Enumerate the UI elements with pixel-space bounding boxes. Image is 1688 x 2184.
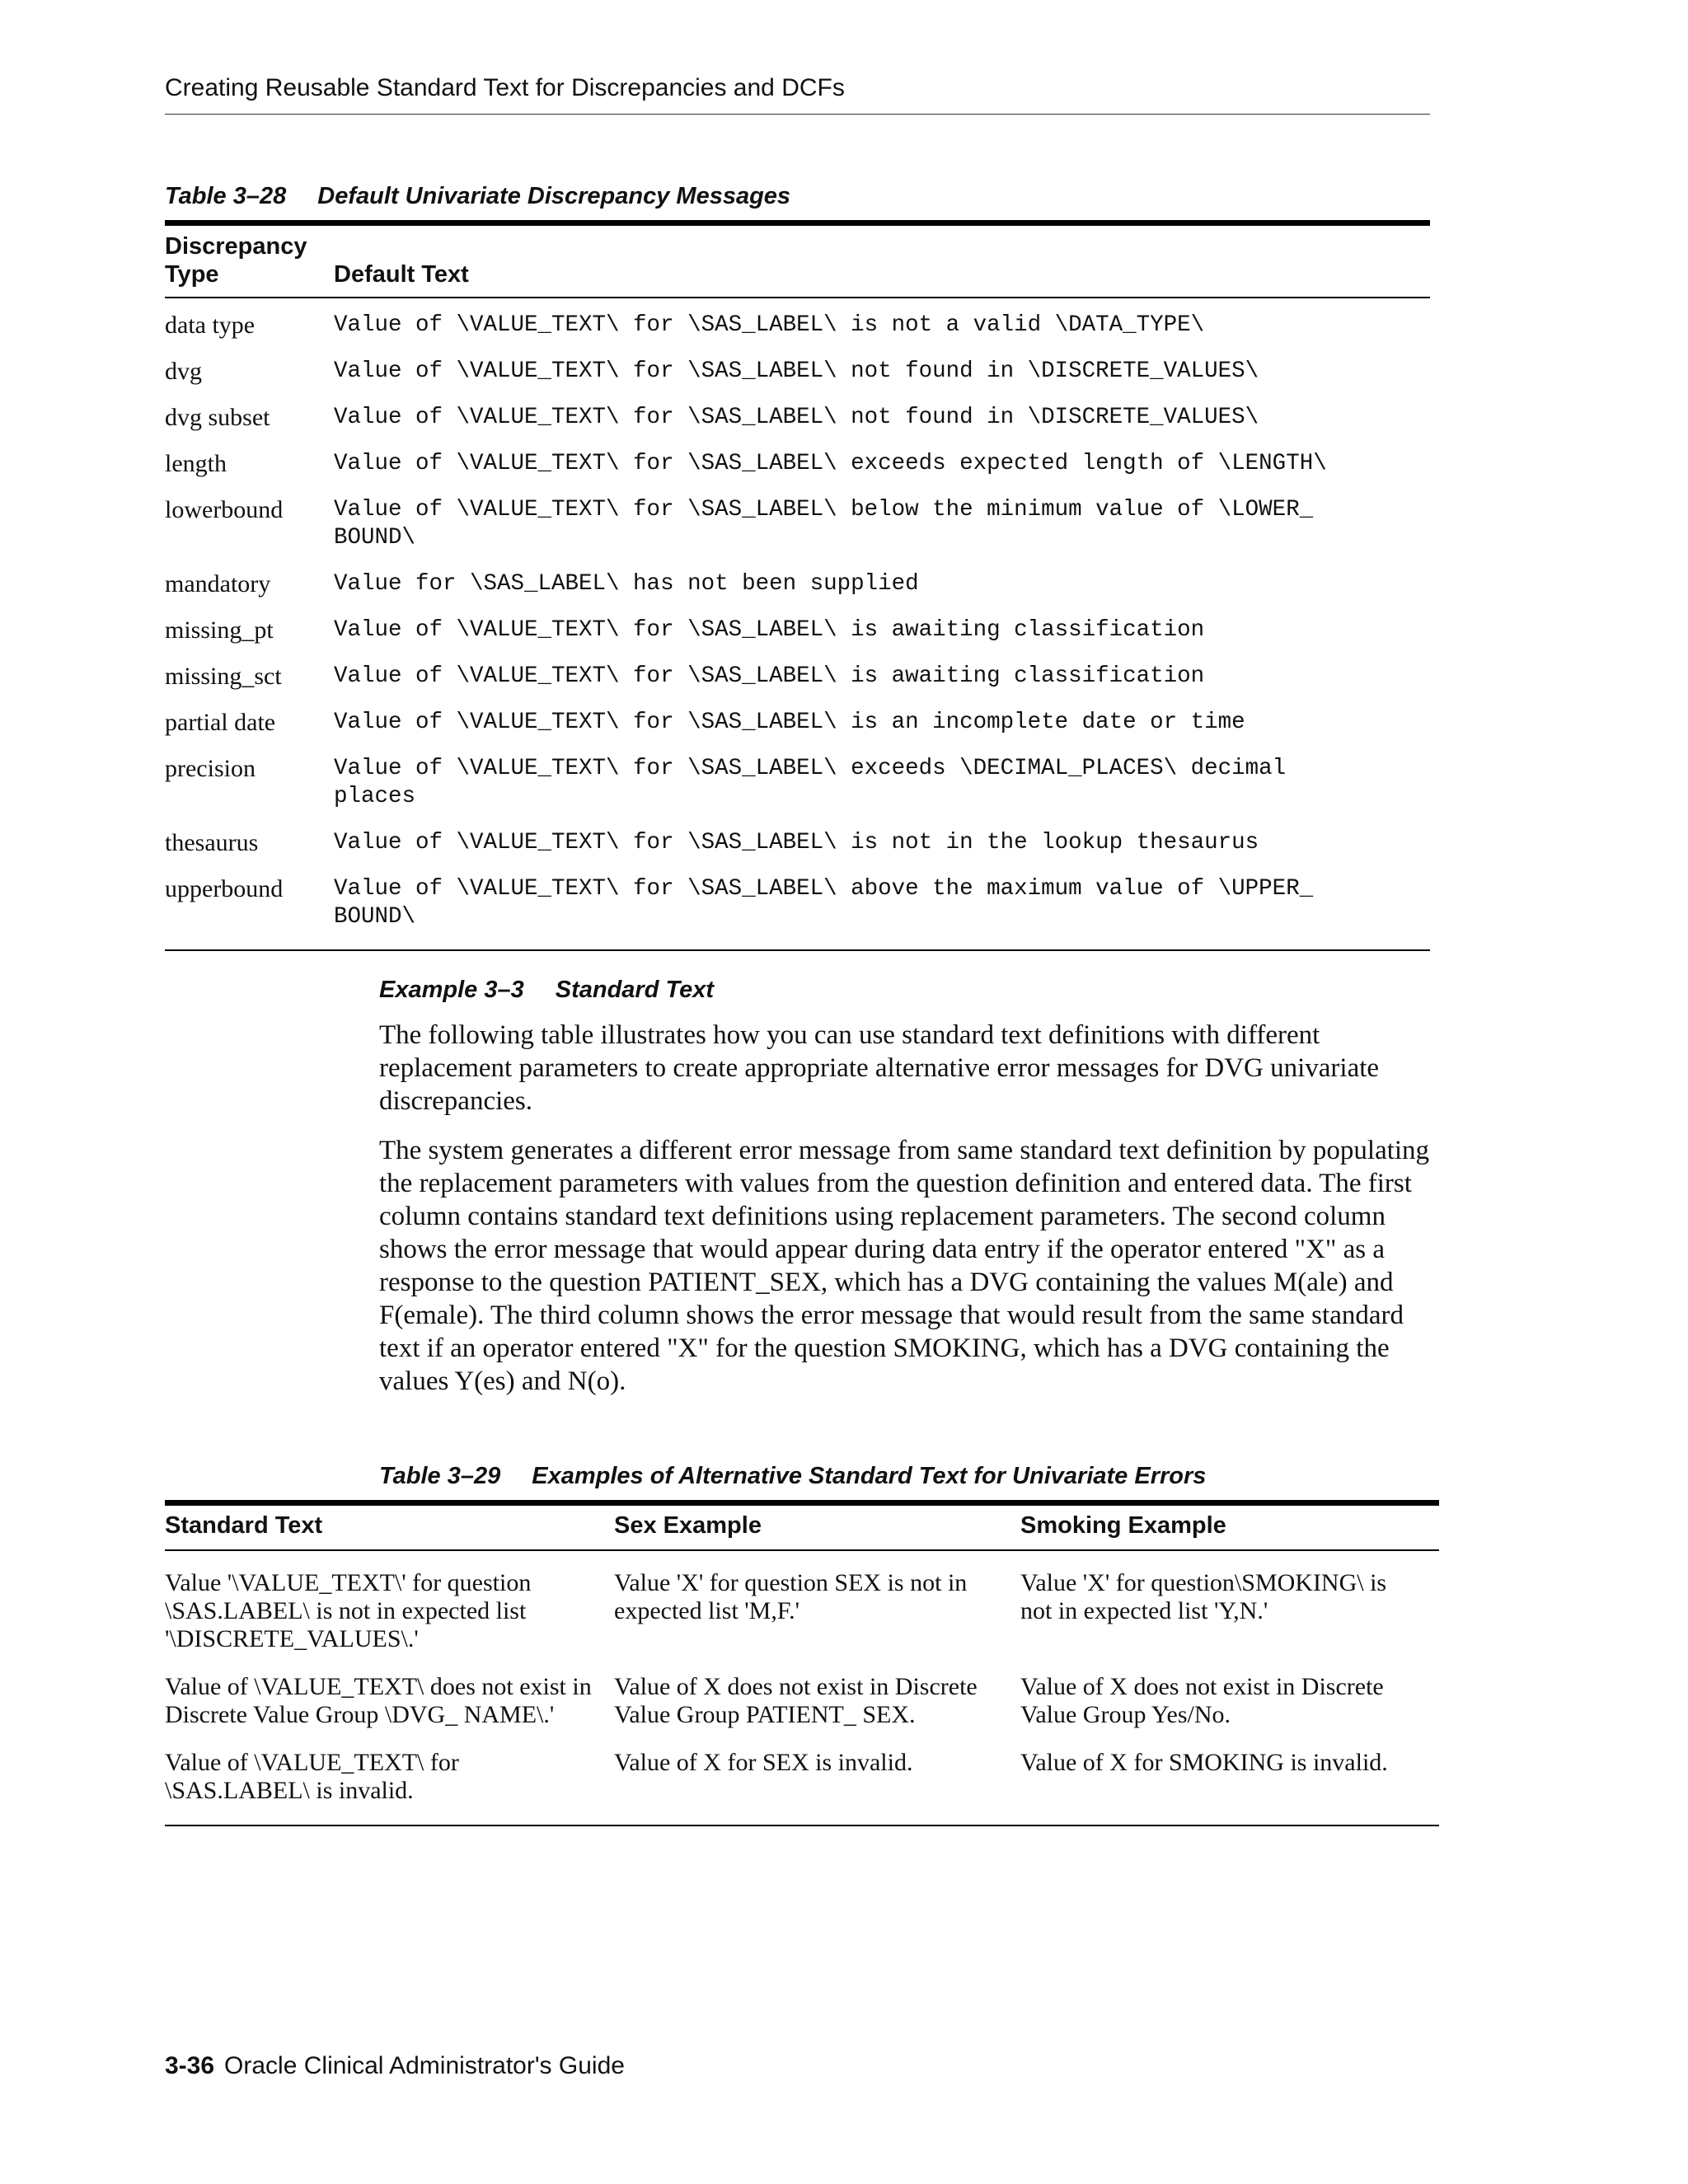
discrepancy-type-cell: mandatory xyxy=(165,570,271,598)
book-title: Oracle Clinical Administrator's Guide xyxy=(224,2052,625,2079)
page-number: 3-36 xyxy=(165,2052,215,2079)
default-text-cell: Value of \VALUE_TEXT\ for \SAS_LABEL\ is not a valid \DATA_TYPE\ xyxy=(334,312,1205,338)
example-paragraph-2: The system generates a different error message from same standard text definition by populating the replacement parameters with values from the question definition and entered data. The first column contains standard text definitions using replacement parameters. The second column shows the error message that would appear during data entry if the operator entered "X" as a response to the question PATIENT_SEX, which has a DVG containing the values M(ale) and F(emale). The third column shows the error message that would result from the same standard text if an operator entered "X" for the question SMOKING, which has a DVG containing the values Y(es) and N(o). xyxy=(379,1136,1430,1396)
standard-text-cell: Value of \VALUE_TEXT\ does not exist in Discrete Value Group \DVG_ NAME\.' xyxy=(165,1673,592,1728)
default-text-cell: Value of \VALUE_TEXT\ for \SAS_LABEL\ exceeds \DECIMAL_PLACES\ decimal places xyxy=(334,756,1287,809)
sex-example-cell: Value of X for SEX is invalid. xyxy=(614,1749,913,1776)
table-row xyxy=(165,570,1430,616)
table-row xyxy=(165,875,1430,950)
discrepancy-type-cell: lowerbound xyxy=(165,496,284,523)
alternative-text-table xyxy=(165,1500,1439,1826)
smoking-example-cell: Value of X for SMOKING is invalid. xyxy=(1020,1749,1388,1776)
discrepancy-type-cell: dvg subset xyxy=(165,404,270,431)
discrepancy-type-cell: precision xyxy=(165,755,256,782)
discrepancy-type-cell: data type xyxy=(165,312,256,339)
table-row xyxy=(165,1550,1439,1673)
smoking-example-cell: Value of X does not exist in Discrete Value Group Yes/No. xyxy=(1020,1673,1384,1728)
table-row xyxy=(165,404,1430,450)
table-row xyxy=(165,616,1430,663)
smoking-example-cell: Value 'X' for question\SMOKING\ is not in expected list 'Y,N.' xyxy=(1020,1569,1387,1624)
default-text-cell: Value for \SAS_LABEL\ has not been supplied xyxy=(334,571,919,597)
table-28-number: Table 3–28 xyxy=(165,183,287,209)
default-text-cell: Value of \VALUE_TEXT\ for \SAS_LABEL\ is not in the lookup thesaurus xyxy=(334,830,1259,855)
standard-text-cell: Value of \VALUE_TEXT\ for \SAS.LABEL\ is invalid. xyxy=(165,1749,459,1804)
col-header-type-line1: Discrepancy xyxy=(165,233,307,260)
sex-example-cell: Value of X does not exist in Discrete Value Group PATIENT_ SEX. xyxy=(614,1673,978,1728)
table-row xyxy=(165,755,1430,829)
table-29-title: Examples of Alternative Standard Text for Univariate Errors xyxy=(532,1463,1207,1489)
table-row xyxy=(165,358,1430,404)
col-header-discrepancy-type xyxy=(165,223,334,298)
default-text-cell: Value of \VALUE_TEXT\ for \SAS_LABEL\ above the maximum value of \UPPER_ BOUND\ xyxy=(334,876,1314,930)
default-text-cell: Value of \VALUE_TEXT\ for \SAS_LABEL\ is an incomplete date or time xyxy=(334,710,1245,735)
table-28-title: Default Univariate Discrepancy Messages xyxy=(317,183,791,209)
default-text-cell: Value of \VALUE_TEXT\ for \SAS_LABEL\ below the minimum value of \LOWER_ BOUND\ xyxy=(334,497,1314,551)
discrepancy-type-cell: upperbound xyxy=(165,875,284,902)
discrepancy-type-cell: partial date xyxy=(165,709,276,736)
header-title: Creating Reusable Standard Text for Discrepancies and DCFs xyxy=(165,74,845,101)
example-caption xyxy=(379,977,714,1004)
col-header-type-line2: Type xyxy=(165,261,219,288)
default-text-cell: Value of \VALUE_TEXT\ for \SAS_LABEL\ not found in \DISCRETE_VALUES\ xyxy=(334,359,1259,384)
col-header-standard-text: Standard Text xyxy=(165,1503,614,1551)
running-header xyxy=(165,74,1430,115)
table-row xyxy=(165,1749,1439,1825)
standard-text-cell: Value '\VALUE_TEXT\' for question \SAS.LABEL\ is not in expected list '\DISCRETE_VALUES\.' xyxy=(165,1569,532,1652)
example-paragraph-1: The following table illustrates how you can use standard text definitions with different replacement parameters to create appropriate alternative error messages for DVG univariate discrepancies. xyxy=(379,1020,1380,1116)
default-text-cell: Value of \VALUE_TEXT\ for \SAS_LABEL\ not found in \DISCRETE_VALUES\ xyxy=(334,405,1259,430)
table-row xyxy=(165,1673,1439,1749)
table-row xyxy=(165,496,1430,570)
discrepancy-type-cell: missing_pt xyxy=(165,616,274,644)
table-row xyxy=(165,829,1430,875)
example-title: Standard Text xyxy=(555,977,715,1003)
default-text-cell: Value of \VALUE_TEXT\ for \SAS_LABEL\ is awaiting classification xyxy=(334,617,1205,643)
page-footer xyxy=(165,2052,625,2080)
discrepancy-type-cell: length xyxy=(165,450,227,477)
table-row xyxy=(165,663,1430,709)
default-messages-table xyxy=(165,220,1430,951)
example-number: Example 3–3 xyxy=(379,977,524,1003)
table-28-caption xyxy=(165,183,790,210)
table-29-caption xyxy=(379,1463,1206,1490)
discrepancy-type-cell: missing_sct xyxy=(165,663,282,690)
discrepancy-type-cell: thesaurus xyxy=(165,829,259,856)
table-28-header-row xyxy=(165,223,1430,298)
table-row xyxy=(165,298,1430,358)
discrepancy-type-cell: dvg xyxy=(165,358,202,385)
sex-example-cell: Value 'X' for question SEX is not in expected list 'M,F.' xyxy=(614,1569,968,1624)
col-header-default-text: Default Text xyxy=(334,223,1430,298)
col-header-smoking-example: Smoking Example xyxy=(1020,1503,1439,1551)
col-header-sex-example: Sex Example xyxy=(614,1503,1020,1551)
default-text-cell: Value of \VALUE_TEXT\ for \SAS_LABEL\ is awaiting classification xyxy=(334,663,1205,689)
table-29-header-row xyxy=(165,1503,1439,1551)
table-29-number: Table 3–29 xyxy=(379,1463,501,1489)
table-row xyxy=(165,450,1430,496)
default-text-cell: Value of \VALUE_TEXT\ for \SAS_LABEL\ exceeds expected length of \LENGTH\ xyxy=(334,451,1327,476)
table-row xyxy=(165,709,1430,755)
